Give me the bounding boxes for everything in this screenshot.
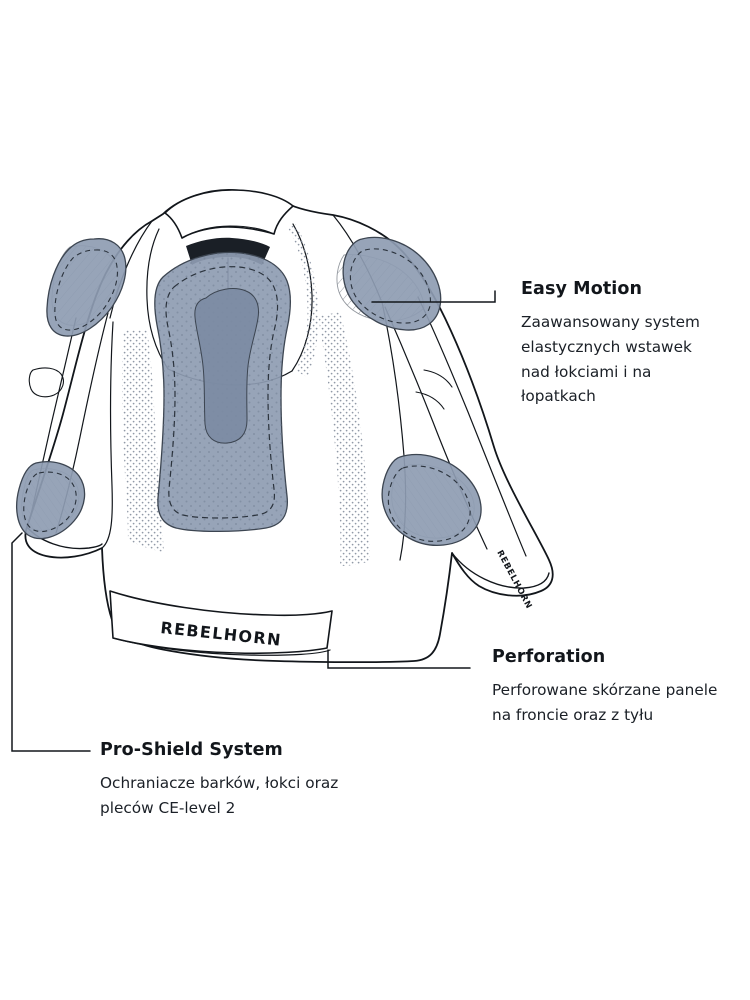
callout-easy-motion-body: Zaawansowany system elastycznych wstawek nad łokciami i na łopatkach: [521, 313, 700, 406]
callout-easy-motion: [521, 279, 721, 409]
callout-perforation: [492, 647, 724, 728]
leader-pro-shield: [12, 533, 90, 751]
callout-pro-shield-title: Pro-Shield System: [100, 740, 283, 760]
accent-panel-left-side: [29, 368, 63, 397]
callout-perforation-title: Perforation: [492, 647, 606, 667]
callout-perforation-body: Perforowane skórzane panele na froncie oraz z tyłu: [492, 681, 718, 724]
brand-label-sleeve: REBELHORN: [494, 548, 534, 612]
brand-label-back: REBELHORN: [159, 618, 283, 650]
callout-pro-shield-body: Ochraniacze barków, łokci oraz pleców CE-level 2: [100, 774, 339, 817]
callout-pro-shield: [100, 740, 360, 821]
callout-easy-motion-title: Easy Motion: [521, 279, 643, 299]
